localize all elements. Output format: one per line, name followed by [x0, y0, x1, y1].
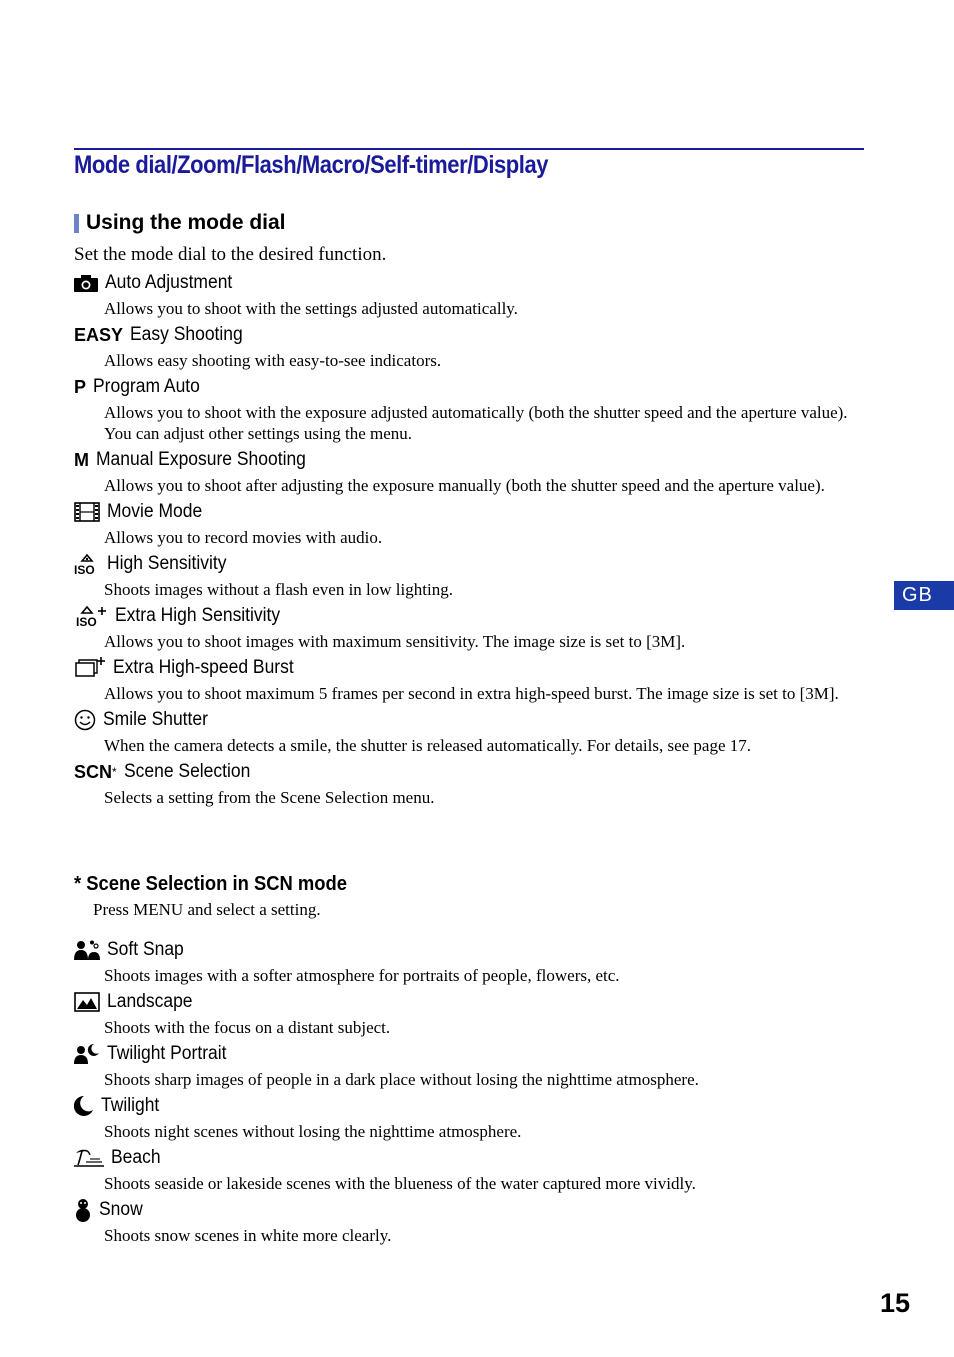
scene-item [74, 937, 864, 989]
scene-label: Beach [111, 1147, 161, 1168]
camera-icon [74, 271, 98, 295]
section-marker [74, 214, 79, 233]
scene-description: Shoots night scenes without losing the nighttime atmosphere. [104, 1122, 522, 1141]
scene-item [74, 1145, 864, 1197]
mode-label: Extra High-speed Burst [113, 657, 294, 678]
scn-icon [74, 760, 117, 784]
page-title: Mode dial/Zoom/Flash/Macro/Self-timer/Display [74, 151, 549, 179]
page-number: 15 [880, 1288, 911, 1318]
language-tab: GB [894, 581, 954, 610]
mode-item [74, 655, 864, 707]
scene-description: Shoots images with a softer atmosphere for portraits of people, flowers, etc. [104, 966, 620, 985]
mode-item [74, 603, 864, 655]
scn-icon-text: SCN [74, 761, 113, 782]
m-icon: M [74, 449, 89, 470]
svg-text:ISO: ISO [74, 563, 95, 575]
burst-icon [74, 656, 106, 680]
mode-label: Program Auto [93, 376, 200, 397]
scene-list [74, 937, 864, 1249]
mode-item [74, 322, 864, 374]
title-rule [74, 148, 864, 150]
section-intro: Set the mode dial to the desired function. [74, 244, 387, 265]
mode-label: Auto Adjustment [105, 272, 233, 293]
mode-item [74, 270, 864, 322]
mode-item [74, 447, 864, 499]
easy-icon: EASY [74, 324, 124, 345]
mode-item [74, 551, 864, 603]
mode-list [74, 270, 864, 811]
mode-label: Extra High Sensitivity [115, 605, 281, 626]
mode-description: Allows you to record movies with audio. [104, 528, 383, 547]
twilight-icon [74, 1094, 94, 1118]
mode-description: Allows you to shoot with the exposure adjusted automatically (both the shutter speed and the aperture value). You can adjust other settings using the menu. [104, 403, 848, 443]
mode-label: Movie Mode [107, 501, 203, 522]
mode-description: Allows you to shoot after adjusting the exposure manually (both the shutter speed and the aperture value). [104, 476, 825, 495]
mode-item [74, 759, 864, 811]
iso-plus-icon [74, 604, 108, 628]
iso-icon [74, 552, 100, 576]
mode-item [74, 499, 864, 551]
beach-icon [74, 1146, 104, 1170]
twilight-portrait-icon [74, 1042, 100, 1066]
mode-label: Smile Shutter [103, 709, 208, 730]
mode-description: Allows you to shoot maximum 5 frames per second in extra high-speed burst. The image size is set to [3M]. [104, 684, 839, 703]
soft-snap-icon [74, 938, 100, 962]
section-heading [74, 211, 286, 235]
mode-description: When the camera detects a smile, the shutter is released automatically. For details, see page 17. [104, 736, 752, 755]
scene-description: Shoots snow scenes in white more clearly. [104, 1226, 392, 1245]
scn-asterisk: * [112, 765, 117, 779]
mode-label: Easy Shooting [130, 324, 243, 345]
p-icon: P [74, 376, 87, 397]
mode-item [74, 374, 864, 447]
mode-description: Shoots images without a flash even in low lighting. [104, 580, 453, 599]
scene-description: Shoots seaside or lakeside scenes with the blueness of the water captured more vividly. [104, 1174, 696, 1193]
scene-label: Soft Snap [107, 939, 184, 960]
scene-item [74, 1041, 864, 1093]
mode-description: Allows you to shoot images with maximum sensitivity. The image size is set to [3M]. [104, 632, 686, 651]
scene-description: Shoots sharp images of people in a dark place without losing the nighttime atmosphere. [104, 1070, 699, 1089]
scene-item [74, 989, 864, 1041]
scene-item [74, 1197, 864, 1249]
scene-item [74, 1093, 864, 1145]
mode-description: Selects a setting from the Scene Selection menu. [104, 788, 435, 807]
mode-description: Allows easy shooting with easy-to-see indicators. [104, 351, 442, 370]
scene-label: Twilight [101, 1095, 160, 1116]
mode-label: Manual Exposure Shooting [96, 449, 306, 470]
scene-label: Twilight Portrait [107, 1043, 227, 1064]
smile-icon [74, 708, 96, 732]
scene-label: Snow [99, 1199, 143, 1220]
mode-label: High Sensitivity [107, 553, 227, 574]
movie-icon [74, 500, 100, 524]
mode-label: Scene Selection [123, 761, 251, 782]
landscape-icon [74, 990, 100, 1014]
mode-description: Allows you to shoot with the settings adjusted automatically. [104, 299, 518, 318]
section-heading-text: Using the mode dial [86, 211, 286, 234]
scene-description: Shoots with the focus on a distant subject. [104, 1018, 391, 1037]
scene-label: Landscape [107, 991, 193, 1012]
svg-text:ISO: ISO [76, 615, 97, 627]
mode-item [74, 707, 864, 759]
scene-note-text: Press MENU and select a setting. [93, 900, 321, 919]
scene-note-heading: * Scene Selection in SCN mode [74, 873, 348, 895]
snow-icon [74, 1198, 92, 1222]
